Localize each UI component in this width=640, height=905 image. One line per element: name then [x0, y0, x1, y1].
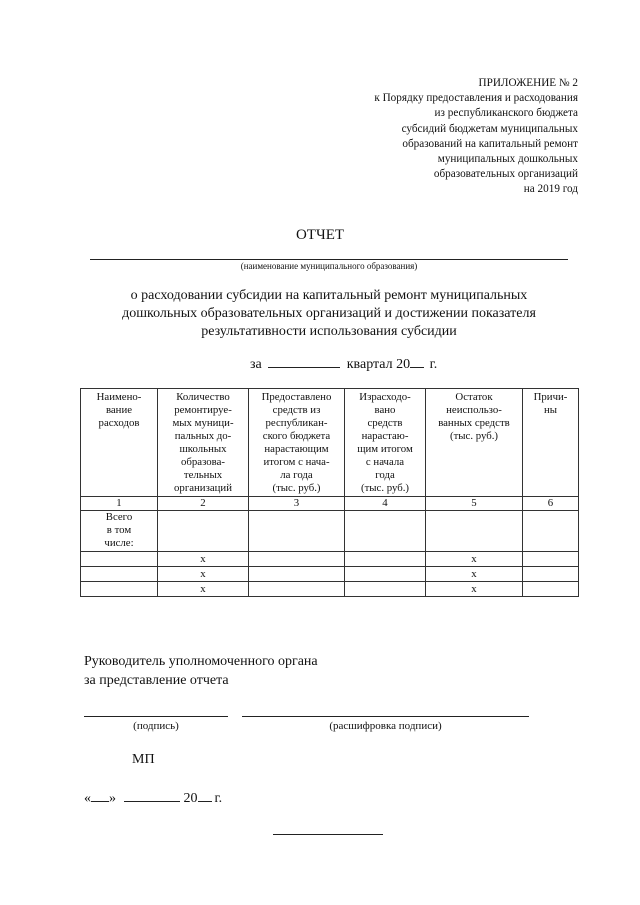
appendix-line: ПРИЛОЖЕНИЕ № 2: [478, 77, 578, 89]
appendix-header: [278, 76, 578, 198]
table-cell[interactable]: [523, 552, 579, 567]
end-rule: [273, 834, 383, 835]
header-text: с начала: [365, 456, 405, 468]
header-reasons: [523, 389, 579, 497]
header-unused-balance: [426, 389, 523, 497]
date-open-quote: «: [84, 791, 91, 806]
table-cell[interactable]: [523, 511, 579, 552]
report-table: [80, 388, 579, 597]
date-close-quote: »: [109, 791, 116, 806]
header-text: (тыс. руб.): [272, 482, 321, 494]
table-row: [81, 567, 579, 582]
signature-line[interactable]: [84, 716, 228, 717]
municipality-caption: (наименование муниципального образования): [240, 261, 418, 271]
stamp-place: МП: [132, 752, 155, 767]
column-number: 3: [249, 497, 345, 511]
row-label: Всего: [105, 511, 133, 523]
table-header-row: [81, 389, 579, 497]
signature-caption: (подпись): [133, 720, 179, 732]
table-cell[interactable]: [345, 567, 426, 582]
header-text: Причи-: [533, 391, 568, 403]
year-blank[interactable]: [198, 789, 212, 802]
table-cell: х: [426, 582, 523, 597]
appendix-line: субсидий бюджетам муниципальных: [401, 122, 578, 135]
column-number: 5: [426, 497, 523, 511]
header-text: вание: [105, 404, 133, 416]
table-row-total: [81, 511, 579, 552]
column-number: 6: [523, 497, 579, 511]
quarter-blank: [268, 355, 340, 368]
header-text: (тыс. руб.): [360, 482, 410, 494]
subject-line: о расходовании субсидии на капитальный ремонт муниципальных: [130, 288, 528, 303]
column-number: 1: [81, 497, 158, 511]
table-cell[interactable]: [81, 582, 158, 597]
row-label: числе:: [104, 537, 134, 549]
appendix-line: на 2019 год: [523, 183, 578, 196]
header-text: Предоставлено: [261, 391, 332, 403]
period-prefix: за: [250, 357, 262, 372]
table-cell[interactable]: [249, 552, 345, 567]
municipality-input-line: [90, 259, 568, 260]
day-blank[interactable]: [91, 789, 109, 802]
month-blank[interactable]: [124, 789, 180, 802]
header-text: года: [375, 469, 395, 481]
header-text: мых муници-: [172, 417, 234, 429]
header-text: Израсходо-: [359, 391, 411, 403]
table-cell[interactable]: [249, 582, 345, 597]
header-text: нарастаю-: [361, 430, 409, 442]
table-cell[interactable]: [523, 582, 579, 597]
column-number: 4: [345, 497, 426, 511]
table-cell: х: [426, 552, 523, 567]
appendix-line: из республиканского бюджета: [434, 107, 578, 120]
period-year-suffix: г.: [429, 357, 438, 372]
header-text: итогом с нача-: [263, 456, 330, 468]
table-cell: х: [158, 567, 249, 582]
signatory-title: [84, 652, 318, 690]
appendix-line: образований на капитальный ремонт: [402, 137, 578, 150]
header-text: образова-: [180, 456, 226, 468]
appendix-line: муниципальных дошкольных: [437, 153, 578, 166]
header-text: ны: [543, 404, 558, 416]
appendix-line: образовательных организаций: [433, 168, 578, 181]
table-cell: х: [426, 567, 523, 582]
signatory-line: Руководитель уполномоченного органа: [84, 654, 318, 669]
report-period: [250, 355, 437, 373]
column-number-row: [81, 497, 579, 511]
table-cell[interactable]: [249, 567, 345, 582]
table-cell[interactable]: [523, 567, 579, 582]
header-text: Наимено-: [96, 391, 142, 403]
header-funds-provided: [249, 389, 345, 497]
header-text: (тыс. руб.): [449, 430, 499, 442]
table-cell[interactable]: [249, 511, 345, 552]
table-cell[interactable]: [345, 511, 426, 552]
header-text: ванных средств: [438, 417, 510, 429]
signature-decode-line[interactable]: [242, 716, 529, 717]
header-text: неиспользо-: [446, 404, 502, 416]
table-cell[interactable]: [345, 582, 426, 597]
header-text: пальных до-: [174, 430, 232, 442]
table-cell: х: [158, 552, 249, 567]
header-text: вано: [374, 404, 396, 416]
row-label: в том: [106, 524, 132, 536]
date-year-prefix: 20: [183, 791, 198, 806]
header-text: средств из: [272, 404, 321, 416]
period-quarter-word: квартал 20: [346, 357, 411, 372]
table-cell[interactable]: [158, 511, 249, 552]
table-row: [81, 552, 579, 567]
row-label-cell: [81, 511, 158, 552]
header-text: ремонтируе-: [174, 404, 232, 416]
document-title: ОТЧЕТ: [295, 227, 345, 243]
report-subject: [80, 287, 578, 341]
appendix-line: к Порядку предоставления и расходования: [374, 92, 578, 105]
column-number: 2: [158, 497, 249, 511]
date-year-suffix: г.: [214, 791, 223, 806]
header-text: нарастающим: [264, 443, 329, 455]
header-text: Остаток: [455, 391, 493, 403]
table-cell[interactable]: [81, 552, 158, 567]
table-cell[interactable]: [426, 511, 523, 552]
subject-line: дошкольных образовательных организаций и достижении показателя: [122, 306, 536, 321]
header-text: организаций: [174, 482, 232, 494]
signature-decode-caption: (расшифровка подписи): [329, 720, 442, 732]
header-text: ла года: [280, 469, 313, 481]
header-text: средств: [367, 417, 403, 429]
header-funds-spent: [345, 389, 426, 497]
subject-line: результативности использования субсидии: [201, 324, 457, 339]
table-cell[interactable]: [81, 567, 158, 582]
header-expense-name: [81, 389, 158, 497]
date-field: [84, 789, 222, 807]
year-blank: [410, 355, 424, 368]
header-text: школьных: [179, 443, 227, 455]
table-row: [81, 582, 579, 597]
signatory-line: за представление отчета: [84, 673, 229, 688]
header-text: щим итогом: [357, 443, 413, 455]
header-text: ского бюджета: [262, 430, 331, 442]
table-cell[interactable]: [345, 552, 426, 567]
header-organization-count: [158, 389, 249, 497]
header-text: Количество: [176, 391, 230, 403]
table-cell: х: [158, 582, 249, 597]
header-text: расходов: [98, 417, 140, 429]
header-text: тельных: [183, 469, 223, 481]
header-text: республикан-: [265, 417, 328, 429]
